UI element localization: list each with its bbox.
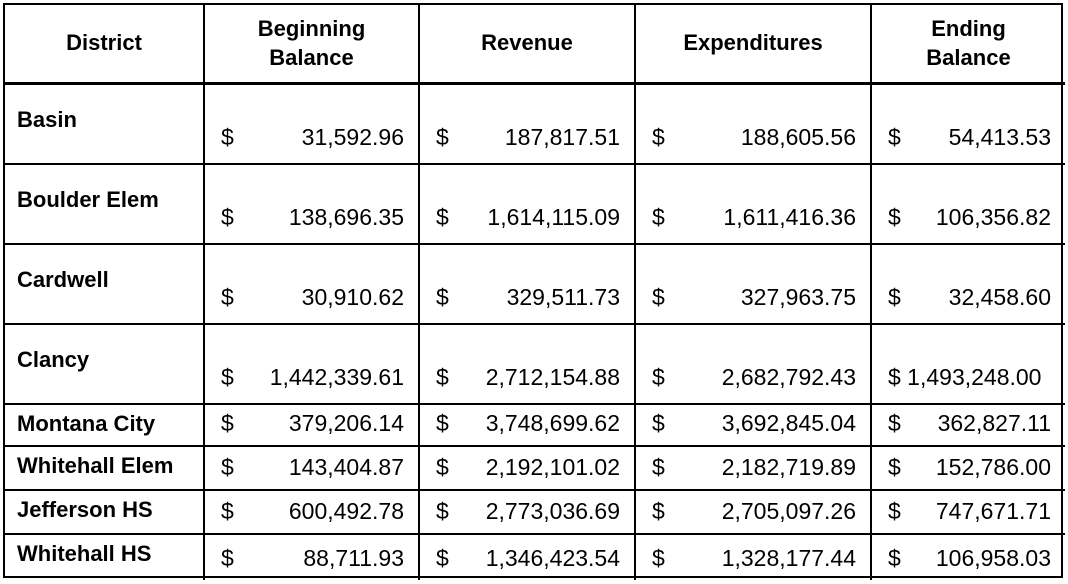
expenditures-value: 2,682,792.43: [721, 364, 856, 390]
ending-balance-value: 152,786.00: [935, 454, 1051, 480]
currency-symbol: $: [888, 545, 901, 571]
revenue-cell: [420, 405, 636, 447]
currency-symbol: $: [652, 410, 665, 436]
currency-symbol: $: [652, 364, 665, 390]
currency-symbol: $: [652, 454, 665, 480]
ending-balance-value: 106,356.82: [935, 204, 1051, 230]
district-name: Cardwell: [5, 245, 205, 325]
ending-balance-value: $ 1,493,248.00: [888, 364, 1042, 390]
ending-balance-value: 54,413.53: [948, 124, 1051, 150]
beginning-balance-cell: [205, 491, 420, 535]
currency-symbol: $: [221, 410, 234, 436]
beginning-balance-value: 600,492.78: [288, 498, 404, 524]
district-name: Montana City: [5, 405, 205, 447]
beginning-balance-cell: [205, 165, 420, 245]
beginning-balance-cell: [205, 405, 420, 447]
currency-symbol: $: [888, 124, 901, 150]
expenditures-cell: [636, 245, 872, 325]
expenditures-value: 1,328,177.44: [721, 545, 856, 571]
revenue-cell: [420, 245, 636, 325]
ending-balance-cell: [872, 325, 1065, 405]
currency-symbol: $: [436, 204, 449, 230]
currency-symbol: $: [221, 364, 234, 390]
currency-symbol: $: [888, 204, 901, 230]
currency-symbol: $: [652, 498, 665, 524]
beginning-balance-value: 379,206.14: [288, 410, 404, 436]
currency-symbol: $: [888, 410, 901, 436]
expenditures-value: 2,705,097.26: [721, 498, 856, 524]
expenditures-cell: [636, 447, 872, 491]
beginning-balance-value: 30,910.62: [301, 284, 404, 310]
revenue-cell: [420, 85, 636, 165]
currency-symbol: $: [652, 124, 665, 150]
expenditures-cell: [636, 325, 872, 405]
ending-balance-cell: [872, 447, 1065, 491]
ending-balance-value: 106,958.03: [935, 545, 1051, 571]
ending-balance-cell: [872, 245, 1065, 325]
revenue-value: 3,748,699.62: [485, 410, 620, 436]
district-name: Jefferson HS: [5, 491, 205, 535]
ending-balance-cell: [872, 535, 1065, 580]
budget-table: [3, 3, 1063, 578]
beginning-balance-value: 138,696.35: [288, 204, 404, 230]
revenue-cell: [420, 535, 636, 580]
expenditures-cell: [636, 165, 872, 245]
revenue-cell: [420, 165, 636, 245]
currency-symbol: $: [436, 410, 449, 436]
district-name: Whitehall Elem: [5, 447, 205, 491]
header-district: District: [5, 5, 205, 85]
beginning-balance-cell: [205, 85, 420, 165]
currency-symbol: $: [436, 364, 449, 390]
revenue-value: 2,712,154.88: [485, 364, 620, 390]
expenditures-value: 3,692,845.04: [721, 410, 856, 436]
currency-symbol: $: [436, 454, 449, 480]
district-name: Boulder Elem: [5, 165, 205, 245]
currency-symbol: $: [888, 454, 901, 480]
ending-balance-cell: [872, 165, 1065, 245]
expenditures-value: 2,182,719.89: [721, 454, 856, 480]
currency-symbol: $: [221, 284, 234, 310]
currency-symbol: $: [221, 204, 234, 230]
beginning-balance-cell: [205, 325, 420, 405]
beginning-balance-cell: [205, 535, 420, 580]
currency-symbol: $: [888, 284, 901, 310]
expenditures-value: 1,611,416.36: [723, 204, 856, 230]
currency-symbol: $: [888, 498, 901, 524]
header-revenue: Revenue: [420, 5, 636, 85]
beginning-balance-value: 143,404.87: [288, 454, 404, 480]
expenditures-cell: [636, 85, 872, 165]
beginning-balance-value: 88,711.93: [303, 545, 404, 571]
beginning-balance-cell: [205, 447, 420, 491]
revenue-value: 187,817.51: [504, 124, 620, 150]
ending-balance-value: 362,827.11: [937, 410, 1051, 436]
revenue-value: 1,346,423.54: [485, 545, 620, 571]
currency-symbol: $: [652, 545, 665, 571]
expenditures-cell: [636, 491, 872, 535]
currency-symbol: $: [652, 204, 665, 230]
beginning-balance-cell: [205, 245, 420, 325]
expenditures-value: 327,963.75: [740, 284, 856, 310]
district-name: Whitehall HS: [5, 535, 205, 580]
ending-balance-value: 32,458.60: [948, 284, 1051, 310]
beginning-balance-value: 31,592.96: [301, 124, 404, 150]
revenue-value: 2,773,036.69: [485, 498, 620, 524]
revenue-cell: [420, 491, 636, 535]
district-name: Basin: [5, 85, 205, 165]
currency-symbol: $: [436, 284, 449, 310]
currency-symbol: $: [221, 124, 234, 150]
revenue-value: 329,511.73: [506, 284, 620, 310]
ending-balance-cell: [872, 85, 1065, 165]
expenditures-cell: [636, 535, 872, 580]
ending-balance-value: 747,671.71: [935, 498, 1051, 524]
expenditures-value: 188,605.56: [740, 124, 856, 150]
revenue-value: 1,614,115.09: [487, 204, 620, 230]
revenue-cell: [420, 325, 636, 405]
currency-symbol: $: [436, 498, 449, 524]
header-beginning-balance: Beginning Balance: [205, 5, 420, 85]
expenditures-cell: [636, 405, 872, 447]
currency-symbol: $: [436, 545, 449, 571]
ending-balance-cell: [872, 405, 1065, 447]
beginning-balance-value: 1,442,339.61: [269, 364, 404, 390]
revenue-value: 2,192,101.02: [485, 454, 620, 480]
currency-symbol: $: [221, 454, 234, 480]
header-expenditures: Expenditures: [636, 5, 872, 85]
currency-symbol: $: [652, 284, 665, 310]
ending-balance-cell: [872, 491, 1065, 535]
header-ending-balance: Ending Balance: [872, 5, 1065, 85]
currency-symbol: $: [436, 124, 449, 150]
revenue-cell: [420, 447, 636, 491]
district-name: Clancy: [5, 325, 205, 405]
currency-symbol: $: [221, 498, 234, 524]
currency-symbol: $: [221, 545, 234, 571]
